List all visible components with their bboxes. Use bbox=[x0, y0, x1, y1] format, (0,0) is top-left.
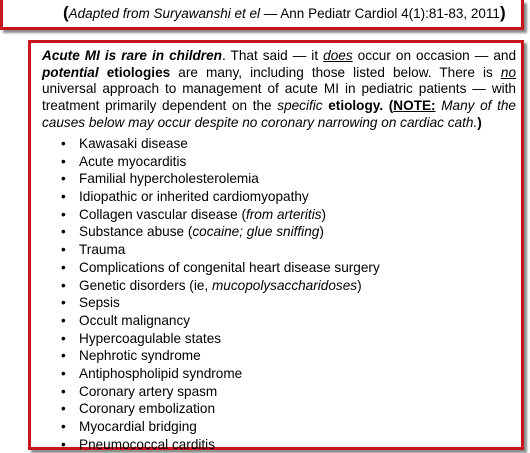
etiology-text: Pneumococcal carditis bbox=[79, 436, 215, 452]
intro-text: treatment primarily dependent on the bbox=[42, 98, 278, 114]
bullet-icon: • bbox=[61, 153, 66, 169]
etiology-item bbox=[61, 436, 380, 453]
etiology-text: Complications of congenital heart disease surgery bbox=[79, 259, 380, 275]
intro-no: no bbox=[500, 64, 517, 80]
intro-text: are many, including those listed below. There is bbox=[170, 64, 501, 80]
etiologies-box bbox=[28, 40, 524, 450]
etiology-item bbox=[61, 259, 380, 277]
etiology-text: Trauma bbox=[79, 242, 126, 258]
intro-note-text: causes below may occur despite no coronary narrowing on cardiac cath. bbox=[42, 114, 478, 130]
intro-line-2 bbox=[42, 65, 516, 82]
intro-specific: specific bbox=[277, 98, 323, 114]
bullet-icon: • bbox=[61, 383, 66, 399]
etiology-close: ) bbox=[319, 224, 324, 240]
bullet-icon: • bbox=[61, 419, 66, 434]
etiology-close: ) bbox=[357, 277, 362, 293]
citation-line bbox=[63, 3, 506, 23]
bullet-icon: • bbox=[61, 401, 66, 417]
etiology-text: Substance abuse ( bbox=[79, 224, 193, 240]
etiology-item bbox=[61, 418, 380, 436]
bullet-icon: • bbox=[61, 171, 66, 187]
bullet-icon: • bbox=[61, 242, 66, 258]
etiology-text: Familial hypercholesterolemia bbox=[79, 171, 259, 187]
etiologies-list bbox=[61, 135, 380, 453]
citation-open-paren: ( bbox=[63, 3, 69, 22]
intro-note-text: Many of the bbox=[435, 98, 516, 114]
etiology-text: Antiphospholipid syndrome bbox=[79, 365, 243, 381]
bullet-icon: • bbox=[61, 277, 66, 293]
citation-close-paren: ) bbox=[499, 3, 506, 22]
etiology-text: Idiopathic or inherited cardiomyopathy bbox=[79, 189, 309, 205]
intro-note-label: NOTE: bbox=[393, 98, 436, 114]
etiology-text: Genetic disorders (ie, bbox=[79, 277, 212, 293]
intro-etiologies: etiologies bbox=[106, 64, 171, 80]
etiology-text: Sepsis bbox=[79, 295, 120, 311]
intro-text: etiology. ( bbox=[322, 98, 394, 114]
etiology-item bbox=[61, 223, 380, 241]
etiology-item bbox=[61, 330, 380, 348]
intro-line-4 bbox=[42, 98, 516, 115]
bullet-icon: • bbox=[61, 136, 66, 151]
etiology-detail: from arteritis bbox=[246, 206, 322, 222]
etiology-item bbox=[61, 383, 380, 401]
citation-adapted-from: Adapted from Suryawanshi et el bbox=[68, 6, 261, 21]
intro-text: occur on occasion — and bbox=[352, 48, 517, 63]
etiology-text: Coronary artery spasm bbox=[79, 383, 218, 399]
etiology-text: Kawasaki disease bbox=[79, 136, 188, 151]
bullet-icon: • bbox=[61, 312, 66, 328]
bullet-icon: • bbox=[61, 348, 66, 364]
intro-rare-phrase: Acute MI is rare in children bbox=[42, 48, 222, 63]
intro-line-5 bbox=[42, 115, 516, 132]
etiology-item bbox=[61, 170, 380, 188]
bullet-icon: • bbox=[61, 436, 66, 452]
bullet-icon: • bbox=[61, 295, 66, 311]
intro-paragraph bbox=[42, 48, 516, 132]
etiology-text: Acute myocarditis bbox=[79, 153, 187, 169]
etiology-detail: cocaine; glue sniffing bbox=[192, 224, 320, 240]
citation-box bbox=[0, 0, 524, 30]
intro-text: ) bbox=[477, 114, 482, 130]
intro-line-1 bbox=[42, 48, 516, 65]
citation-dash: — bbox=[260, 6, 281, 21]
bullet-icon: • bbox=[61, 206, 66, 222]
intro-text bbox=[99, 65, 107, 80]
bullet-icon: • bbox=[61, 365, 66, 381]
etiology-item bbox=[61, 347, 380, 365]
etiology-text: Nephrotic syndrome bbox=[79, 348, 201, 364]
etiology-text: Myocardial bridging bbox=[79, 419, 197, 434]
etiology-item bbox=[61, 206, 380, 224]
etiology-detail: mucopolysaccharidoses bbox=[211, 277, 358, 293]
etiology-text: Occult malignancy bbox=[79, 312, 191, 328]
etiology-item bbox=[61, 312, 380, 330]
bullet-icon: • bbox=[61, 224, 66, 240]
intro-potential: potential bbox=[42, 64, 99, 80]
etiology-close: ) bbox=[321, 206, 327, 222]
etiology-item bbox=[61, 188, 380, 206]
etiology-item bbox=[61, 365, 380, 383]
intro-does: does bbox=[323, 48, 353, 63]
etiology-text: Coronary embolization bbox=[79, 401, 216, 417]
etiology-item bbox=[61, 135, 380, 153]
bullet-icon: • bbox=[61, 189, 66, 205]
etiology-item bbox=[61, 241, 380, 259]
etiology-item bbox=[61, 277, 380, 295]
etiology-item bbox=[61, 294, 380, 312]
intro-text: . That said — it bbox=[221, 48, 324, 63]
etiology-text: Collagen vascular disease ( bbox=[79, 206, 246, 222]
bullet-icon: • bbox=[61, 259, 66, 275]
etiology-item bbox=[61, 400, 380, 418]
bullet-icon: • bbox=[61, 330, 66, 346]
intro-line-3: universal approach to management of acute MI in pediatric patients — with bbox=[42, 81, 516, 97]
etiology-item bbox=[61, 153, 380, 171]
etiology-text: Hypercoagulable states bbox=[79, 330, 222, 346]
citation-source: Ann Pediatr Cardiol 4(1):81-83, 2011 bbox=[280, 6, 500, 21]
